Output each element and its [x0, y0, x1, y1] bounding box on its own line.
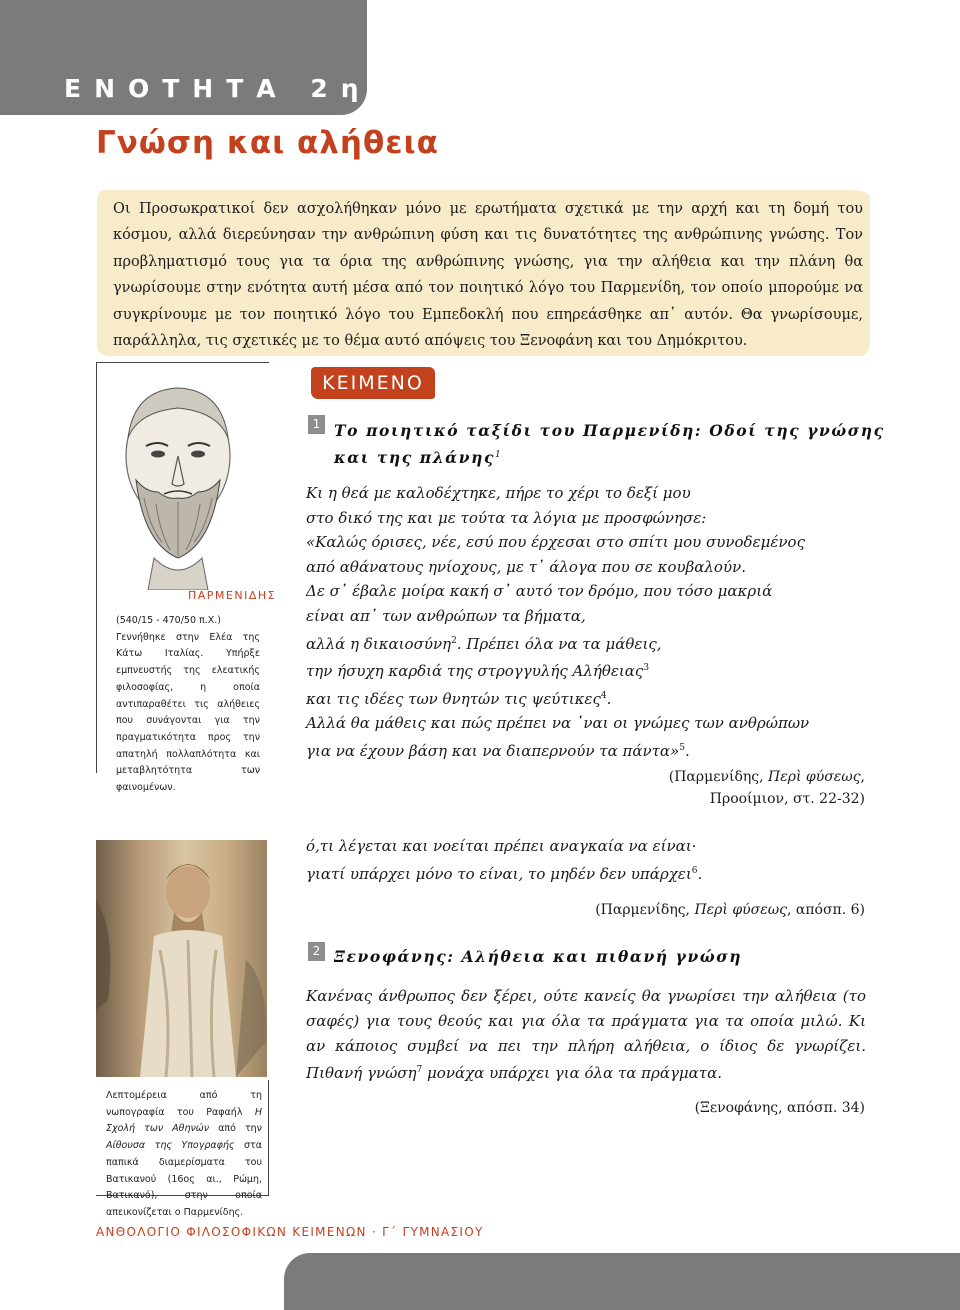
unit-label: ΕΝΟΤΗΤΑ 2η	[64, 74, 372, 103]
footer-band	[284, 1253, 960, 1310]
bio-description: Γεννήθηκε στην Ελέα της Κάτω Ιταλίας. Υπήρξε εμπνευστής της ελεατικής φιλοσοφίας, η οποία αντιπαραθέτει τις αλήθειες που συνάγονται για την πραγματικότητα προς την απατηλή πολλαπλότητα και μεταβλητότητα των φαινομένων.	[116, 631, 260, 794]
poem-line: και τις ιδέες των θνητών τις ψεύτικες$^4$.	[306, 689, 612, 708]
section-heading: Ξενοφάνης: Αλήθεια και πιθανή γνώση	[334, 947, 743, 966]
section-heading-line: Το ποιητικό ταξίδι του Παρμενίδη: Οδοί της γνώσης	[334, 421, 885, 440]
poem-line: «Καλώς όρισες, νέε, εσύ που έρχεσαι στο σπίτι μου συνοδεμένος	[306, 533, 805, 552]
fresco-figure-art	[96, 840, 267, 1077]
footnote-marker: 5	[679, 742, 685, 753]
xenophanes-text: Κανένας άνθρωπος δεν ξέρει, ούτε κανείς θα γνωρίσει την αλήθεια (το σαφές) για τους θεούς και για όλα τα πράγματα για τα οποία μιλώ. Κι αν κάποιος συμβεί να πει την πλήρη αλήθεια, ο ίδιος δε γνωρίζει. Πιθανή γνώση$^7$ μονάχα υπάρχει για όλα τα πράγματα.	[306, 987, 866, 1083]
fragment-line: ό,τι λέγεται και νοείται πρέπει αναγκαία να είναι·	[306, 837, 697, 855]
poem-line: την ήσυχη καρδιά της στρογγυλής Αλήθειας$^3$	[306, 662, 650, 681]
poem-line: Κι η θεά με καλοδέχτηκε, πήρε το χέρι το δεξί μου	[306, 484, 691, 502]
poem-line: από αθάνατους ηνίοχους, με τ᾽ άλογα που σε κουβαλούν.	[306, 557, 746, 576]
section-number-badge: 2	[308, 942, 325, 961]
caption-artwork-title: Η Σχολή των Αθηνών	[106, 1106, 262, 1135]
school-of-athens-fresco-image	[96, 840, 267, 1077]
caption-part: Λεπτομέρεια από τη νωπογραφία του Ραφαήλ	[106, 1090, 262, 1118]
footnote-marker: 1	[494, 450, 501, 460]
poem-block	[306, 481, 866, 764]
footnote-marker: 7	[416, 1065, 423, 1076]
section-heading-line: και της πλάνης	[334, 448, 495, 468]
caption-part: από την	[209, 1123, 262, 1135]
unit-header-band	[0, 0, 372, 115]
intro-text: Οι Προσωκρατικοί δεν ασχολήθηκαν μόνο με ερωτήματα σχετικά με την αρχή και τη δομή του κόσμου, αλλά διερεύνησαν την ανθρώπινη φύση και τις δυνατότητες της ανθρώπινης γνώσης. Τον προβληματισμό τους για τα όρια της ανθρώπινης γνώσης, για την αλήθεια και την πλάνη θα γνωρίσουμε στην ενότητα αυτή μέσα από τον ποιητικό λόγο του Παρμενίδη, τον οποίο μπορούμε να συγκρίνουμε με τον ποιητικό λόγο του Εμπεδοκλή που επηρεάσθηκε απ᾽ αυτόν. Θα γνωρίσουμε, παράλληλα, τις σχετικές με το θέμα αυτό απόψεις του Ξενοφάνη και του Δημόκριτου.	[113, 201, 863, 350]
fragment-line: γιατί υπάρχει μόνο το είναι, το μηδέν δεν υπάρχει$^6$.	[306, 865, 703, 883]
source-citation: (Παρμενίδης, Περὶ φύσεως, απόσπ. 6)	[595, 902, 865, 918]
caption-part: στα παπικά διαμερίσματα του Βατικανού (16ος αι., Ρώμη, Βατικανό), στην οποία απεικονίζεται ο Παρμενίδης.	[106, 1140, 262, 1218]
poem-line: για να έχουν βάση και να διαπερνούν τα πάντα»$^5$.	[306, 741, 690, 760]
section-number-badge: 1	[308, 415, 325, 434]
keimeno-badge: ΚΕΙΜΕΝΟ	[311, 367, 435, 399]
caption-room-name: Αίθουσα της Υπογραφής	[106, 1140, 235, 1152]
fragment-block	[306, 834, 866, 887]
footnote-marker: 6	[691, 866, 698, 876]
footnote-marker: 4	[600, 690, 607, 701]
parmenides-portrait-image	[98, 368, 258, 590]
poem-line: Δε σ᾽ έβαλε μοίρα κακή σ᾽ αυτό τον δρόμο, που τόσο μακριά	[306, 582, 773, 601]
source-citation: (Παρμενίδης, Περὶ φύσεως, Προοίμιον, στ. 22-32)	[668, 769, 865, 807]
footnote-marker: 2	[451, 635, 457, 646]
bio-dates: (540/15 - 470/50 π.Χ.)	[116, 615, 222, 626]
page-title: Γνώση και αλήθεια	[96, 125, 439, 161]
section-heading	[334, 419, 885, 470]
bio-name: ΠΑΡΜΕΝΙΔΗΣ	[188, 589, 277, 602]
footer-book-title: ΑΝΘΟΛΟΓΙΟ ΦΙΛΟΣΟΦΙΚΩΝ ΚΕΙΜΕΝΩΝ · Γ΄ ΓΥΜΝΑΣΙΟΥ	[96, 1225, 484, 1239]
footnote-marker: 3	[643, 663, 650, 674]
poem-line: Αλλά θα μάθεις και πώς πρέπει να ᾽ναι οι γνώμες των ανθρώπων	[306, 714, 810, 733]
poem-line: είναι απ᾽ των ανθρώπων τα βήματα,	[306, 606, 586, 625]
bio-text	[116, 613, 260, 797]
poem-line: αλλά η δικαιοσύνη$^2$. Πρέπει όλα να τα μάθεις,	[306, 634, 662, 653]
poem-line: στο δικό της και με τούτα τα λόγια με προσφώνησε:	[306, 508, 707, 527]
source-citation: (Ξενοφάνης, απόσπ. 34)	[694, 1100, 865, 1116]
fresco-caption	[106, 1088, 262, 1222]
